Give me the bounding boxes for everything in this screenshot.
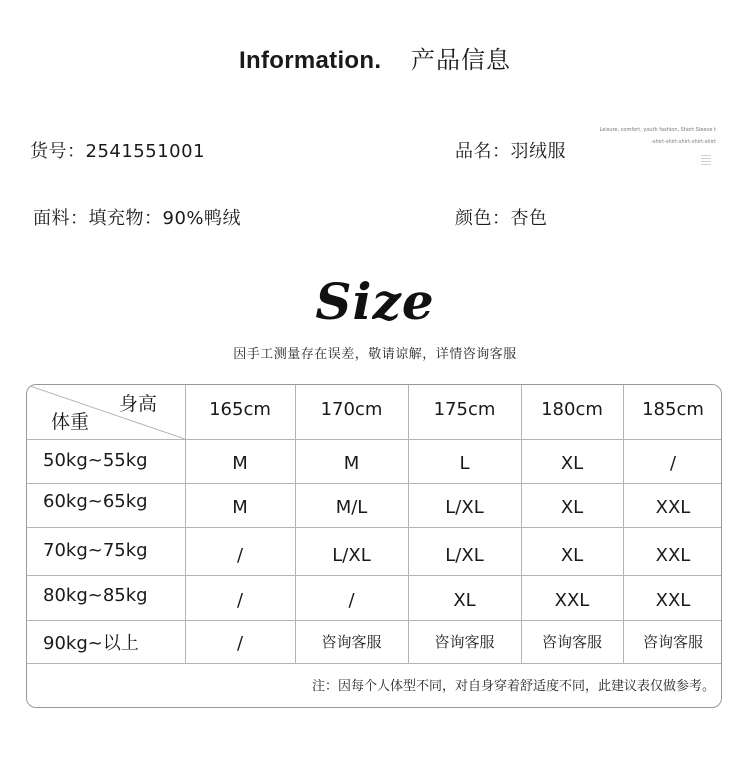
table-cell: M — [232, 453, 248, 474]
table-cell: 咨询客服 — [642, 633, 703, 651]
size-heading: Size — [315, 272, 435, 331]
color: 颜色：杏色 — [455, 208, 548, 229]
table-cell: 咨询客服 — [541, 633, 602, 651]
column-header: 180cm — [541, 399, 603, 420]
table-cell: XXL — [554, 590, 590, 611]
product-name: 品名：羽绒服 — [455, 141, 566, 162]
table-cell: XL — [453, 590, 476, 611]
column-divider — [521, 385, 522, 663]
column-divider — [623, 385, 624, 663]
side-note-line-2: -shirt-shirt-shirt-shirt-shirt — [651, 139, 716, 145]
row-divider — [27, 527, 722, 528]
material: 面料：填充物：90%鸭绒 — [33, 208, 242, 229]
row-divider — [27, 620, 722, 621]
column-header: 185cm — [642, 399, 704, 420]
column-header: 165cm — [209, 399, 271, 420]
table-cell: L — [459, 453, 470, 474]
side-note-line-1: Leisure, comfort, youth fashion, Short Sleeve t — [599, 127, 716, 133]
lines-decoration-icon — [701, 155, 711, 167]
table-cell: / — [669, 453, 677, 474]
table-cell: / — [348, 590, 355, 611]
table-cell: / — [236, 545, 244, 566]
side-note — [598, 124, 716, 148]
table-cell: M/L — [335, 497, 368, 518]
table-cell: XXL — [655, 497, 691, 518]
table-cell: XL — [560, 453, 584, 474]
row-divider — [27, 663, 722, 664]
size-chart-table — [26, 384, 722, 708]
row-weight-label: 50kg~55kg — [43, 450, 148, 471]
table-cell: 咨询客服 — [434, 633, 495, 651]
corner-weight-label: 体重 — [51, 411, 90, 433]
table-cell: L/XL — [445, 497, 484, 518]
page-title — [0, 40, 750, 75]
title-en: Information. — [239, 47, 382, 74]
table-cell: / — [236, 590, 244, 611]
row-weight-label: 60kg~65kg — [43, 491, 148, 512]
column-divider — [295, 385, 296, 663]
row-weight-label: 70kg~75kg — [43, 540, 148, 561]
corner-height-label: 身高 — [119, 393, 158, 415]
title-cn: 产品信息 — [410, 46, 511, 74]
column-header: 170cm — [320, 399, 383, 420]
table-cell: XL — [560, 545, 584, 566]
table-cell: XL — [560, 497, 584, 518]
table-cell: M — [343, 453, 360, 474]
table-note: 注：因每个人体型不同，对自身穿着舒适度不同，此建议表仅做参考。 — [311, 679, 715, 694]
table-cell: M — [232, 497, 248, 518]
row-divider — [27, 483, 722, 484]
table-cell: XXL — [655, 545, 691, 566]
row-weight-label: 90kg~以上 — [43, 633, 139, 654]
row-divider — [27, 575, 722, 576]
table-cell: 咨询客服 — [321, 633, 382, 651]
item-number: 货号：2541551001 — [30, 141, 206, 162]
table-cell: L/XL — [445, 545, 484, 566]
row-weight-label: 80kg~85kg — [43, 585, 148, 606]
column-header: 175cm — [433, 399, 496, 420]
table-cell: XXL — [655, 590, 691, 611]
column-divider — [185, 385, 186, 663]
column-divider — [408, 385, 409, 663]
table-cell: / — [236, 633, 244, 654]
table-cell: L/XL — [332, 545, 371, 566]
size-disclaimer: 因手工测量存在误差，敬请谅解，详情咨询客服 — [233, 347, 517, 362]
row-divider — [27, 439, 722, 440]
